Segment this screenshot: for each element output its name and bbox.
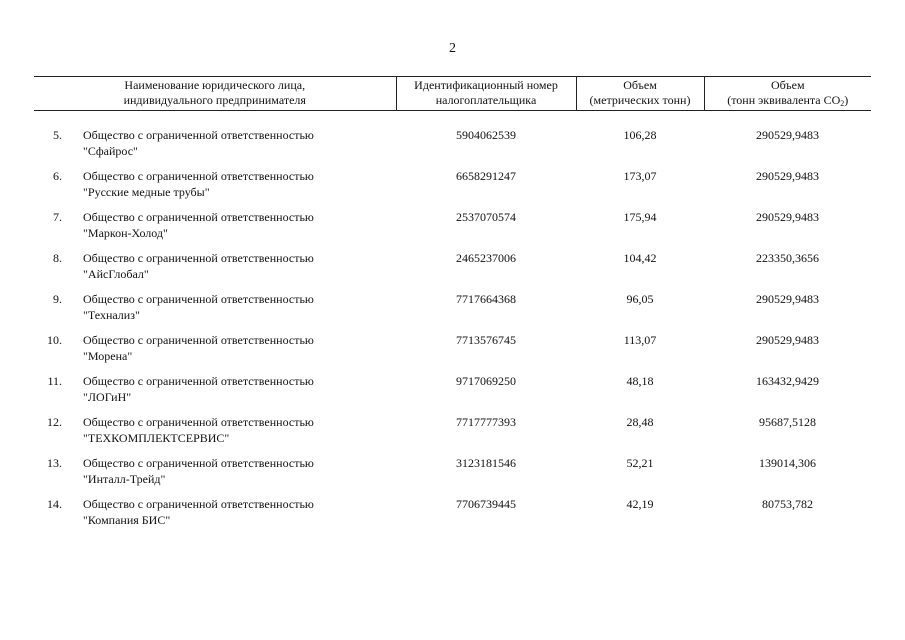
- company-name: [62, 373, 314, 405]
- volume-co2-cell: 95687,5128: [759, 415, 816, 429]
- header-name: [34, 77, 396, 111]
- company-name: [62, 496, 314, 528]
- header-inn: [396, 77, 576, 111]
- company-name-line2: "Маркон-Холод": [83, 226, 168, 240]
- inn-cell: 7717777393: [456, 415, 516, 429]
- header-inn-line1: Идентификационный номер: [414, 78, 558, 92]
- companies-table: [34, 76, 871, 537]
- volume-mt-cell: 173,07: [623, 169, 657, 183]
- table-body: [34, 111, 871, 538]
- company-name-line1: Общество с ограниченной ответственностью: [83, 251, 314, 265]
- name-column-cell: [34, 111, 396, 169]
- name-column-cell: [34, 496, 396, 537]
- company-name-line1: Общество с ограниченной ответственностью: [83, 333, 314, 347]
- volume-mt-cell: 42,19: [626, 497, 654, 511]
- company-name: [62, 127, 314, 159]
- company-name-line2: "Русские медные трубы": [83, 185, 210, 199]
- inn-cell: 7706739445: [456, 497, 516, 511]
- header-co2-prefix: (тонн эквивалента СО: [727, 93, 841, 107]
- volume-co2-cell: 290529,9483: [756, 128, 819, 142]
- name-column-cell: [34, 291, 396, 332]
- name-column-cell: [34, 250, 396, 291]
- table-header: [34, 77, 871, 111]
- company-name-line2: "АйсГлобал": [83, 267, 149, 281]
- company-name-line1: Общество с ограниченной ответственностью: [83, 169, 314, 183]
- name-column-cell: [34, 373, 396, 414]
- company-name: [62, 250, 314, 282]
- inn-cell: 7717664368: [456, 292, 516, 306]
- volume-co2-cell: 139014,306: [759, 456, 816, 470]
- table-row: [34, 168, 871, 209]
- company-name-line2: "Сфайрос": [83, 144, 138, 158]
- header-name-line2: индивидуального предпринимателя: [123, 93, 306, 107]
- inn-cell: 7713576745: [456, 333, 516, 347]
- company-name-line1: Общество с ограниченной ответственностью: [83, 128, 314, 142]
- header-volume-co2: [704, 77, 871, 111]
- company-name: [62, 332, 314, 364]
- volume-mt-cell: 52,21: [626, 456, 654, 470]
- volume-co2-cell: 290529,9483: [756, 169, 819, 183]
- company-name-line2: "Морена": [83, 349, 133, 363]
- company-name-line1: Общество с ограниченной ответственностью: [83, 374, 314, 388]
- name-column-cell: [34, 168, 396, 209]
- volume-mt-cell: 28,48: [626, 415, 654, 429]
- company-name-line1: Общество с ограниченной ответственностью: [83, 210, 314, 224]
- company-name-line1: Общество с ограниченной ответственностью: [83, 415, 314, 429]
- table-row: [34, 414, 871, 455]
- company-name: [62, 291, 314, 323]
- volume-mt-cell: 48,18: [626, 374, 654, 388]
- header-co2-line2: [707, 93, 870, 108]
- row-number: 6.: [53, 169, 62, 183]
- company-name-line1: Общество с ограниченной ответственностью: [83, 292, 314, 306]
- row-number: 5.: [53, 128, 62, 142]
- volume-co2-cell: 163432,9429: [756, 374, 819, 388]
- table-row: [34, 111, 871, 169]
- company-name: [62, 455, 314, 487]
- volume-mt-cell: 96,05: [626, 292, 654, 306]
- company-name: [62, 209, 314, 241]
- name-column-cell: [34, 332, 396, 373]
- header-co2-line1: Объем: [770, 78, 805, 92]
- volume-mt-cell: 106,28: [623, 128, 657, 142]
- company-name-line1: Общество с ограниченной ответственностью: [83, 456, 314, 470]
- table-row: [34, 373, 871, 414]
- row-number: 10.: [47, 333, 62, 347]
- header-co2-suffix: ): [844, 93, 849, 107]
- company-name-line2: "ЛОГиН": [83, 390, 132, 404]
- row-number: 11.: [47, 374, 62, 388]
- volume-mt-cell: 104,42: [623, 251, 657, 265]
- row-number: 14.: [47, 497, 62, 511]
- header-name-line1: Наименование юридического лица,: [124, 78, 306, 92]
- header-inn-line2: налогоплательщика: [435, 93, 537, 107]
- company-name-line2: "Технализ": [83, 308, 140, 322]
- volume-co2-cell: 80753,782: [762, 497, 813, 511]
- inn-cell: 9717069250: [456, 374, 516, 388]
- header-volume-mt: [576, 77, 704, 111]
- company-name-line1: Общество с ограниченной ответственностью: [83, 497, 314, 511]
- header-mt-line2: (метрических тонн): [589, 93, 691, 107]
- inn-cell: 2537070574: [456, 210, 516, 224]
- table-row: [34, 496, 871, 537]
- row-number: 7.: [53, 210, 62, 224]
- page-number: 2: [449, 41, 456, 56]
- row-number: 12.: [47, 415, 62, 429]
- company-name: [62, 414, 314, 446]
- volume-co2-cell: 223350,3656: [756, 251, 819, 265]
- header-mt-line1: Объем: [623, 78, 657, 92]
- table-row: [34, 250, 871, 291]
- table-row: [34, 332, 871, 373]
- table-row: [34, 455, 871, 496]
- inn-cell: 5904062539: [456, 128, 516, 142]
- name-column-cell: [34, 414, 396, 455]
- volume-co2-cell: 290529,9483: [756, 292, 819, 306]
- volume-mt-cell: 113,07: [623, 333, 657, 347]
- company-name-line2: "ТЕХКОМПЛЕКТСЕРВИС": [83, 431, 230, 445]
- name-column-cell: [34, 455, 396, 496]
- name-column-cell: [34, 209, 396, 250]
- inn-cell: 2465237006: [456, 251, 516, 265]
- volume-mt-cell: 175,94: [623, 210, 657, 224]
- row-number: 13.: [47, 456, 62, 470]
- volume-co2-cell: 290529,9483: [756, 210, 819, 224]
- inn-cell: 3123181546: [456, 456, 516, 470]
- row-number: 8.: [53, 251, 62, 265]
- row-number: 9.: [53, 292, 62, 306]
- company-name-line2: "Компания БИС": [83, 513, 171, 527]
- volume-co2-cell: 290529,9483: [756, 333, 819, 347]
- table-row: [34, 209, 871, 250]
- header-co2-subscript: 2: [840, 99, 845, 108]
- company-name: [62, 168, 314, 200]
- table-row: [34, 291, 871, 332]
- inn-cell: 6658291247: [456, 169, 516, 183]
- company-name-line2: "Инталл-Трейд": [83, 472, 166, 486]
